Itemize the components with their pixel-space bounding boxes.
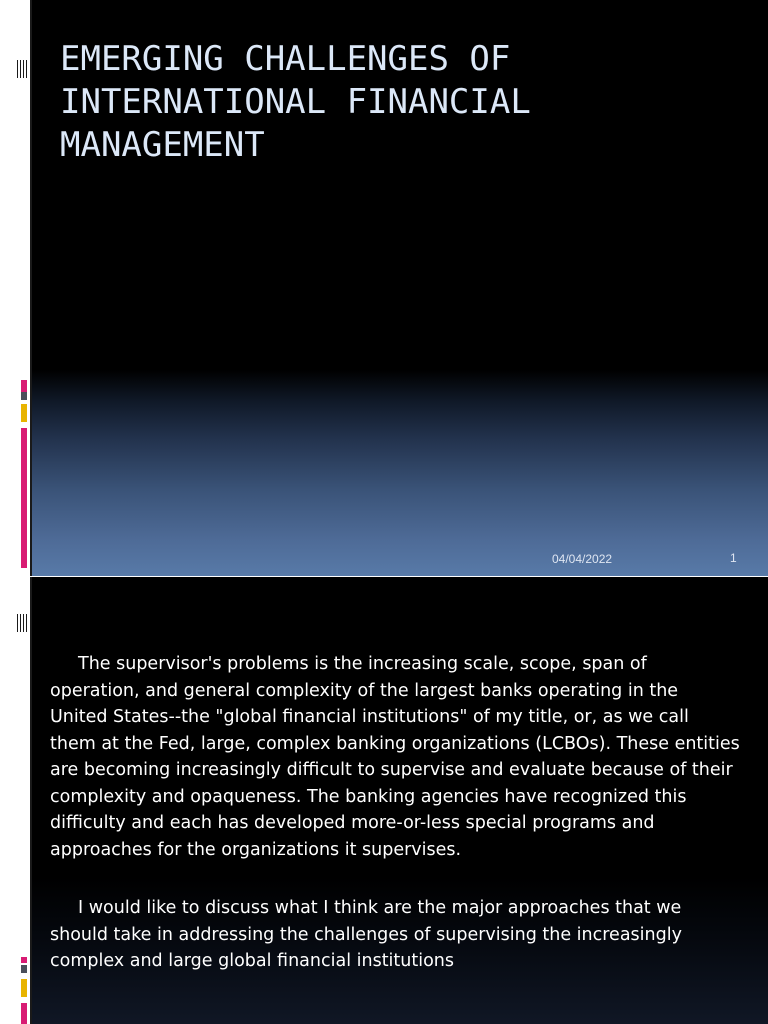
accent-pink-block <box>21 380 27 392</box>
stripe-decoration <box>17 614 29 632</box>
slide-title: EMERGING CHALLENGES OF INTERNATIONAL FINANCIAL MANAGEMENT <box>60 39 531 165</box>
slide-date: 04/04/2022 <box>552 552 613 566</box>
slide-number: 1 <box>730 551 737 565</box>
stripe-decoration <box>17 60 29 78</box>
left-divider-line <box>30 577 32 1024</box>
accent-pink-bar <box>21 428 27 568</box>
accent-gray-block <box>21 965 27 973</box>
body-paragraph-1: The supervisor's problems is the increasing scale, scope, span of operation, and general complexity of the largest banks operating in the United States--the "global financial institutions" of my title, or, as we call them at the Fed, large, complex banking organizations (LCBOs). These entities are becoming increasingly difficult to supervise and evaluate because of their complexity and opaqueness. The banking agencies have recognized this difficulty and each has developed more-or-less special programs and approaches for the organizations it supervises. <box>50 654 740 860</box>
accent-gray-block <box>21 392 27 400</box>
accent-yellow-block <box>21 979 27 997</box>
accent-pink-block <box>21 957 27 963</box>
content-slide <box>0 577 768 1024</box>
accent-yellow-block <box>21 404 27 422</box>
body-paragraph-2: I would like to discuss what I think are the major approaches that we should take in addressing the challenges of supervising the increasingly complex and large global financial institutions <box>50 898 682 971</box>
left-divider-line <box>30 0 32 576</box>
accent-pink-bar <box>21 1003 27 1024</box>
